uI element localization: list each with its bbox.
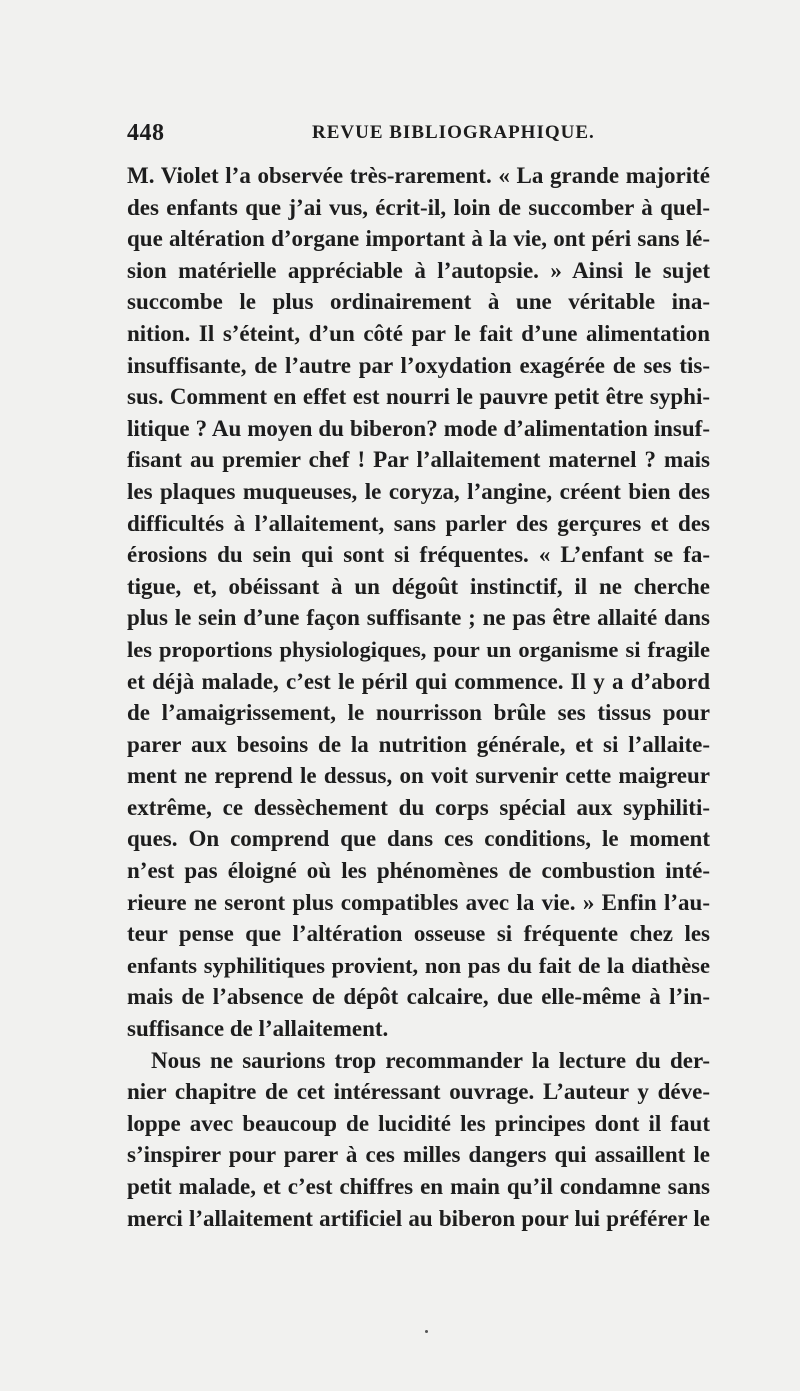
text-line: et déjà malade, c’est le péril qui commence. Il y a d’abord xyxy=(127,668,710,694)
text-line: difficultés à l’allaitement, sans parler des gerçures et des xyxy=(127,510,710,536)
text-line: teur pense que l’altération osseuse si fréquente chez les xyxy=(127,921,710,947)
text-line: insuffisante, de l’autre par l’oxydation exagérée de ses tis- xyxy=(127,352,710,378)
text-line: extrême, ce dessèchement du corps spécial aux syphiliti- xyxy=(127,794,710,820)
text-line: nition. Il s’éteint, d’un côté par le fait d’une alimentation xyxy=(127,320,710,346)
text-line: des enfants que j’ai vus, écrit-il, loin de succomber à quel- xyxy=(127,194,710,220)
text-line: parer aux besoins de la nutrition générale, et si l’allaite- xyxy=(127,731,710,757)
text-line: succombe le plus ordinairement à une véritable ina- xyxy=(127,289,710,315)
text-line: merci l’allaitement artificiel au biberon pour lui préférer le xyxy=(127,1205,710,1231)
page-number: 448 xyxy=(127,120,165,146)
text-line: nier chapitre de cet intéressant ouvrage. L’auteur y déve- xyxy=(127,1079,710,1105)
text-line: les proportions physiologiques, pour un organisme si fragile xyxy=(127,636,710,662)
text-line: de l’amaigrissement, le nourrisson brûle ses tissus pour xyxy=(127,700,710,726)
text-line: les plaques muqueuses, le coryza, l’angine, créent bien des xyxy=(127,478,710,504)
text-line: sion matérielle appréciable à l’autopsie. » Ainsi le sujet xyxy=(127,257,710,283)
text-line: loppe avec beaucoup de lucidité les principes dont il faut xyxy=(127,1110,710,1136)
text-line: ques. On comprend que dans ces conditions, le moment xyxy=(127,826,710,852)
text-line: plus le sein d’une façon suffisante ; ne pas être allaité dans xyxy=(127,605,710,631)
running-head xyxy=(127,120,710,150)
text-line: enfants syphilitiques provient, non pas du fait de la diathèse xyxy=(127,952,710,978)
text-line: fisant au premier chef ! Par l’allaitement maternel ? mais xyxy=(127,447,710,473)
text-line: M. Violet l’a observée très-rarement. « La grande majorité xyxy=(127,163,710,188)
text-line: ment ne reprend le dessus, on voit survenir cette maigreur xyxy=(127,763,710,789)
running-title: REVUE BIBLIOGRAPHIQUE. xyxy=(312,122,595,143)
text-line: que altération d’organe important à la vie, ont péri sans lé- xyxy=(127,226,710,252)
text-line: tigue, et, obéissant à un dégoût instinctif, il ne cherche xyxy=(127,573,710,599)
text-line: mais de l’absence de dépôt calcaire, due elle-même à l’in- xyxy=(127,984,710,1010)
text-line: s’inspirer pour parer à ces milles dangers qui assaillent le xyxy=(127,1142,710,1168)
text-line: sus. Comment en effet est nourri le pauvre petit être syphi- xyxy=(127,384,710,410)
body-text xyxy=(127,160,710,1234)
text-line: Nous ne saurions trop recommander la lecture du der- xyxy=(151,1047,710,1073)
text-line: litique ? Au moyen du biberon? mode d’alimentation insuf- xyxy=(127,415,710,441)
text-line: érosions du sein qui sont si fréquentes. « L’enfant se fa- xyxy=(127,542,710,568)
text-line: n’est pas éloigné où les phénomènes de combustion inté- xyxy=(127,858,710,884)
paper-speck xyxy=(425,1330,428,1333)
text-line: petit malade, et c’est chiffres en main qu’il condamne sans xyxy=(127,1174,710,1199)
text-line: rieure ne seront plus compatibles avec la vie. » Enfin l’au- xyxy=(127,889,710,915)
text-line: suffisance de l’allaitement. xyxy=(127,1016,389,1042)
